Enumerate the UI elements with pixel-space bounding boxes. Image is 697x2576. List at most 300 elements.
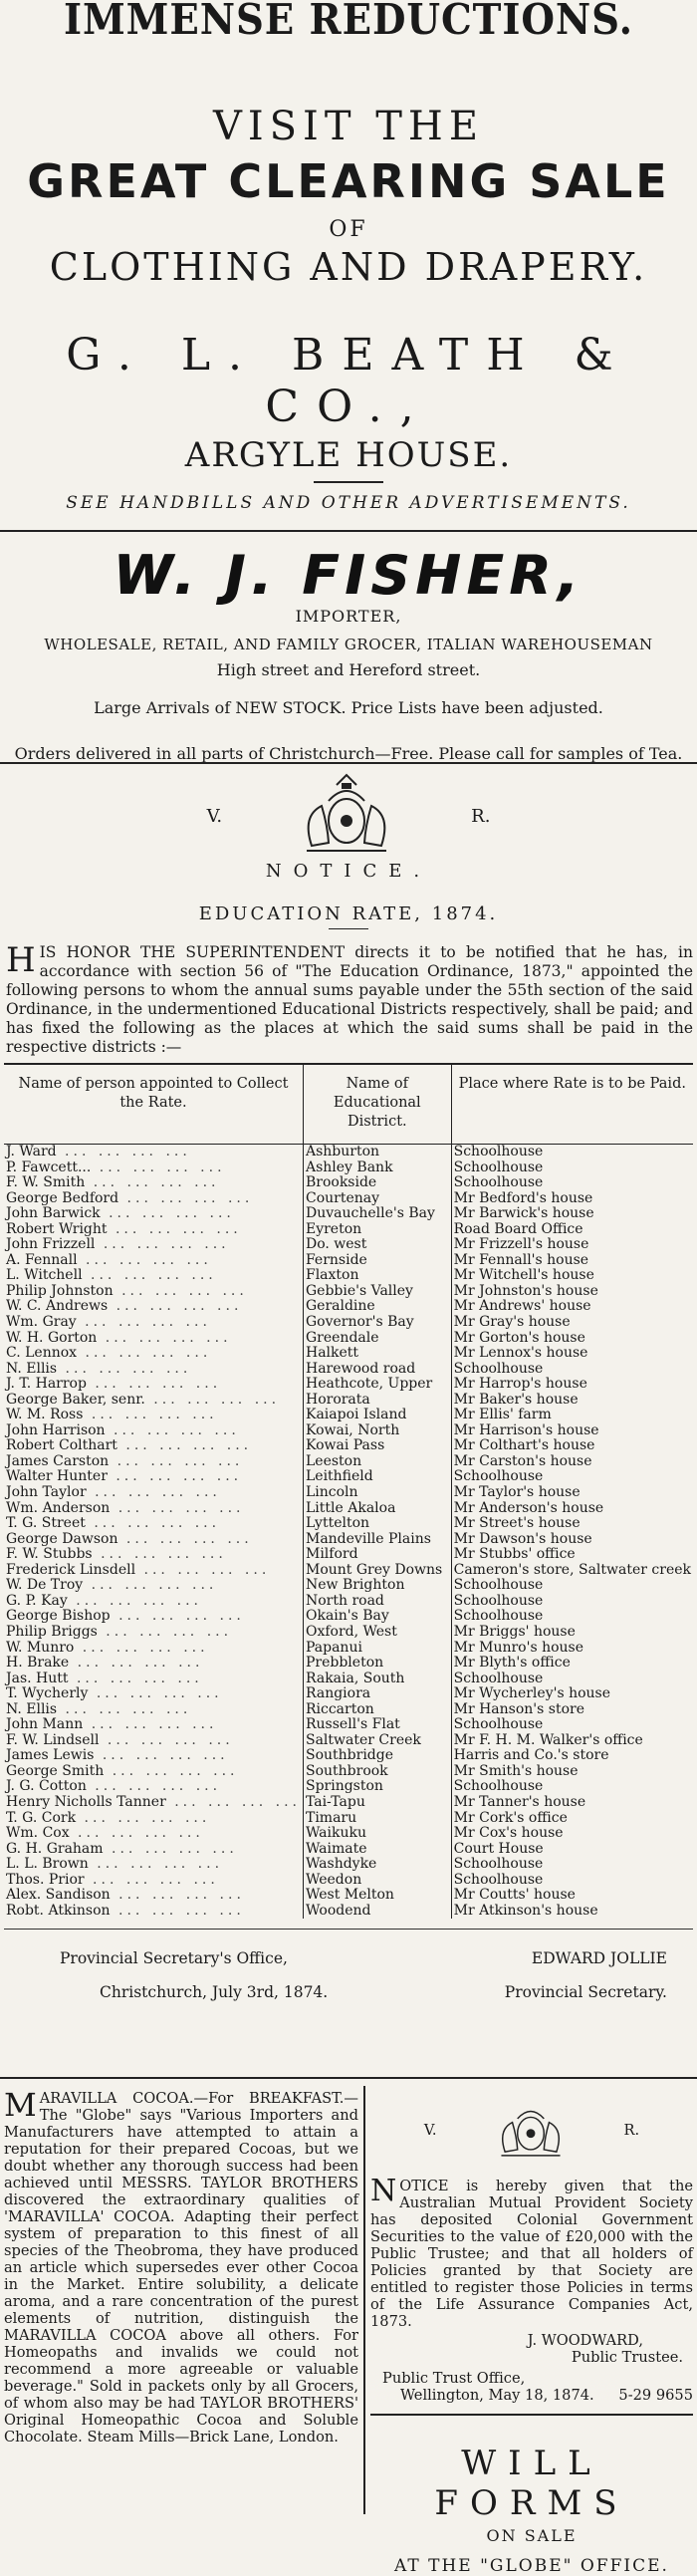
district-cell-text: Brookside bbox=[305, 1175, 377, 1191]
district-cell bbox=[303, 1672, 451, 1687]
place-cell-text: Cameron's store, Saltwater creek bbox=[453, 1562, 691, 1578]
leader-dots: ... ... ... ... bbox=[77, 1346, 212, 1362]
district-cell-text: Waikuku bbox=[305, 1826, 366, 1842]
leader-dots: ... ... ... ... bbox=[74, 1640, 209, 1656]
place-cell-text: Schoolhouse bbox=[453, 1578, 544, 1594]
firm-name: G. L. BEATH & CO., bbox=[66, 330, 631, 432]
place-cell bbox=[451, 1594, 693, 1610]
collector-cell bbox=[4, 1811, 303, 1827]
collector-cell-text: John Barwick bbox=[6, 1206, 101, 1222]
collector-cell-text: J. Ward bbox=[6, 1144, 57, 1159]
district-cell bbox=[303, 1454, 451, 1470]
leader-dots: ... ... ... ... bbox=[100, 1206, 235, 1222]
leader-dots: ... ... ... ... bbox=[113, 1283, 248, 1299]
divider-3 bbox=[0, 2077, 697, 2079]
collector-cell bbox=[4, 1873, 303, 1889]
place-cell bbox=[451, 1656, 693, 1672]
leader-dots: ... ... ... ... bbox=[69, 1656, 204, 1672]
district-cell-text: Eyreton bbox=[305, 1221, 362, 1237]
table-row bbox=[4, 1346, 693, 1362]
district-cell-text: Timaru bbox=[305, 1810, 357, 1826]
collector-cell bbox=[4, 1826, 303, 1842]
notice-paragraph bbox=[0, 940, 697, 1057]
orders-line: Orders delivered in all parts of Christchurch—Free. Please call for samples of Tea. bbox=[14, 744, 683, 763]
collector-cell bbox=[4, 1748, 303, 1764]
collector-cell bbox=[4, 1609, 303, 1625]
collector-cell bbox=[4, 1733, 303, 1749]
collector-cell bbox=[4, 1516, 303, 1532]
place-cell bbox=[451, 1779, 693, 1795]
district-cell-text: Washdyke bbox=[305, 1857, 377, 1873]
district-cell bbox=[303, 1253, 451, 1269]
collector-cell-text: F. W. Smith bbox=[6, 1175, 86, 1191]
royal-header bbox=[0, 771, 697, 861]
trustee-royal-header bbox=[370, 2090, 693, 2170]
place-cell bbox=[451, 1764, 693, 1780]
leader-dots: ... ... ... ... bbox=[56, 1144, 191, 1159]
collector-cell bbox=[4, 1206, 303, 1222]
collector-cell bbox=[4, 1888, 303, 1904]
place-cell bbox=[451, 1160, 693, 1176]
collector-cell-text: C. Lennox bbox=[6, 1346, 78, 1362]
leader-dots: ... ... ... ... bbox=[83, 1408, 218, 1423]
leader-dots: ... ... ... ... bbox=[85, 1175, 220, 1191]
table-row bbox=[4, 1145, 693, 1160]
place-cell-text: Schoolhouse bbox=[453, 1671, 544, 1686]
leader-dots: ... ... ... ... bbox=[57, 1361, 192, 1377]
fisher-name: W. J. FISHER, bbox=[113, 544, 584, 607]
table-row bbox=[4, 1237, 693, 1253]
place-cell-text: Mr F. H. M. Walker's office bbox=[453, 1732, 643, 1748]
place-cell-text: Schoolhouse bbox=[453, 1175, 544, 1191]
notice-body: IS HONOR THE SUPERINTENDENT directs it to be notified that he has, in accordance with section 56 of "The Education Ordinance, 1873," appointed the following persons to whom the annual sums payable under the 55th section of the said Ordinance, in the undermentioned Educational Districts respectively, shall be paid; and has fixed the following as the places at which the said sums shall be paid in the respective districts :— bbox=[6, 943, 693, 1056]
collector-cell bbox=[4, 1346, 303, 1362]
beath-advertisement bbox=[0, 0, 697, 538]
place-cell bbox=[451, 1377, 693, 1393]
table-row bbox=[4, 1222, 693, 1238]
district-cell-text: West Melton bbox=[305, 1888, 394, 1904]
collector-cell bbox=[4, 1779, 303, 1795]
place-cell-text: Schoolhouse bbox=[453, 1857, 544, 1873]
district-cell-text: Southbrook bbox=[305, 1763, 388, 1779]
district-cell-text: Halkett bbox=[305, 1346, 359, 1362]
collector-cell-text: L. L. Brown bbox=[6, 1857, 89, 1873]
place-cell-text: Mr Andrews' house bbox=[453, 1299, 591, 1315]
district-cell bbox=[303, 1516, 451, 1532]
trustee-signer-title: Public Trustee. bbox=[571, 2349, 683, 2366]
place-cell-text: Mr Gray's house bbox=[453, 1315, 571, 1331]
district-cell bbox=[303, 1748, 451, 1764]
place-cell-text: Mr Frizzell's house bbox=[453, 1237, 589, 1253]
collector-cell bbox=[4, 1656, 303, 1672]
trustee-signer: J. WOODWARD, bbox=[527, 2332, 643, 2349]
place-cell bbox=[451, 1857, 693, 1873]
v-letter-2: V. bbox=[423, 2121, 437, 2139]
place-cell-text: Mr Atkinson's house bbox=[453, 1903, 598, 1919]
district-cell bbox=[303, 1469, 451, 1485]
table-row bbox=[4, 1299, 693, 1315]
collector-cell bbox=[4, 1284, 303, 1300]
district-cell-text: Leithfield bbox=[305, 1469, 373, 1485]
collector-cell bbox=[4, 1702, 303, 1718]
place-cell-text: Mr Witchell's house bbox=[453, 1268, 594, 1284]
collector-cell bbox=[4, 1160, 303, 1176]
place-cell bbox=[451, 1485, 693, 1501]
collector-cell-text: John Taylor bbox=[6, 1485, 87, 1501]
place-cell bbox=[451, 1501, 693, 1517]
leader-dots: ... ... ... ... bbox=[88, 1857, 224, 1873]
place-cell bbox=[451, 1702, 693, 1718]
leader-dots: ... ... ... ... bbox=[86, 1485, 221, 1501]
place-cell bbox=[451, 1284, 693, 1300]
place-cell bbox=[451, 1609, 693, 1625]
place-cell-text: Mr Colthart's house bbox=[453, 1438, 595, 1454]
place-cell-text: Mr Barwick's house bbox=[453, 1206, 594, 1222]
leader-dots: ... ... ... ... bbox=[97, 1624, 233, 1640]
collector-cell bbox=[4, 1268, 303, 1284]
leader-dots: ... ... ... ... bbox=[97, 1330, 232, 1346]
place-cell bbox=[451, 1873, 693, 1889]
table-bottom-rule bbox=[4, 1929, 693, 1930]
leader-dots: ... ... ... ... bbox=[165, 1794, 301, 1810]
place-cell-text: Mr Anderson's house bbox=[453, 1500, 604, 1516]
collector-cell-text: W. Munro bbox=[6, 1640, 75, 1656]
place-cell-text: Schoolhouse bbox=[453, 1872, 544, 1888]
table-row bbox=[4, 1733, 693, 1749]
district-cell-text: Milford bbox=[305, 1547, 358, 1563]
table-row bbox=[4, 1563, 693, 1579]
place-cell-text: Mr Hanson's store bbox=[453, 1701, 585, 1717]
district-cell-text: Lincoln bbox=[305, 1485, 358, 1501]
collector-cell-text: Henry Nicholls Tanner bbox=[6, 1794, 166, 1810]
table-row bbox=[4, 1532, 693, 1548]
district-cell-text: Gebbie's Valley bbox=[305, 1283, 413, 1299]
collector-cell-text: J. T. Harrop bbox=[6, 1377, 87, 1393]
collector-cell-text: Wm. Gray bbox=[6, 1315, 77, 1331]
place-cell-text: Mr Cork's office bbox=[453, 1810, 568, 1826]
place-cell bbox=[451, 1686, 693, 1702]
trade-line: WHOLESALE, RETAIL, AND FAMILY GROCER, ITALIAN WAREHOUSEMAN bbox=[44, 636, 653, 653]
district-cell-text: North road bbox=[305, 1593, 384, 1609]
district-cell bbox=[303, 1299, 451, 1315]
notice-title: NOTICE. bbox=[265, 861, 432, 882]
table-row bbox=[4, 1206, 693, 1222]
collector-cell-text: Philip Johnston bbox=[6, 1283, 114, 1299]
place-cell-text: Mr Blyth's office bbox=[453, 1656, 571, 1672]
district-cell bbox=[303, 1826, 451, 1842]
leader-dots: ... ... ... ... bbox=[104, 1763, 239, 1779]
place-cell bbox=[451, 1253, 693, 1269]
place-cell-text: Schoolhouse bbox=[453, 1779, 544, 1795]
collector-cell-text: N. Ellis bbox=[6, 1701, 58, 1717]
place-cell-text: Mr Coutts' house bbox=[453, 1888, 576, 1904]
collector-cell-text: Alex. Sandison bbox=[6, 1888, 111, 1904]
collector-cell-text: G. H. Graham bbox=[6, 1841, 104, 1857]
place-cell-text: Schoolhouse bbox=[453, 1159, 544, 1175]
district-cell bbox=[303, 1160, 451, 1176]
district-cell bbox=[303, 1315, 451, 1331]
leader-dots: ... ... ... ... bbox=[77, 1252, 212, 1268]
district-cell-text: Rakaia, South bbox=[305, 1671, 405, 1686]
district-cell bbox=[303, 1873, 451, 1889]
district-cell-text: Tai-Tapu bbox=[305, 1794, 365, 1810]
collector-cell bbox=[4, 1438, 303, 1454]
clothing-and-drapery: CLOTHING AND DRAPERY. bbox=[49, 245, 648, 289]
collector-cell bbox=[4, 1686, 303, 1702]
collector-cell-text: John Mann bbox=[6, 1717, 84, 1733]
place-cell-text: Harris and Co.'s store bbox=[453, 1748, 609, 1764]
district-cell-text: Do. west bbox=[305, 1237, 367, 1253]
district-cell-text: Russell's Flat bbox=[305, 1717, 400, 1733]
place-cell bbox=[451, 1331, 693, 1347]
table-row bbox=[4, 1315, 693, 1331]
district-cell bbox=[303, 1656, 451, 1672]
district-cell-text: Rangiora bbox=[305, 1686, 371, 1702]
district-cell-text: Ashburton bbox=[305, 1144, 380, 1159]
district-cell bbox=[303, 1362, 451, 1378]
collector-cell-text: P. Fawcett... bbox=[6, 1159, 92, 1175]
place-cell bbox=[451, 1315, 693, 1331]
signatory-name: EDWARD JOLLIE bbox=[531, 1949, 667, 1968]
leader-dots: ... ... ... ... bbox=[91, 1159, 226, 1175]
maravilla-cocoa-ad bbox=[4, 2086, 358, 2446]
great-clearing-sale: GREAT CLEARING SALE bbox=[27, 154, 670, 208]
short-divider bbox=[314, 481, 383, 483]
collector-cell-text: Thos. Prior bbox=[6, 1872, 85, 1888]
place-cell-text: Road Board Office bbox=[453, 1221, 583, 1237]
collector-cell-text: L. Witchell bbox=[6, 1268, 83, 1284]
district-cell bbox=[303, 1904, 451, 1920]
place-cell bbox=[451, 1145, 693, 1160]
collector-cell bbox=[4, 1145, 303, 1160]
dropcap-m: M bbox=[4, 2086, 37, 2124]
divider-2 bbox=[0, 762, 697, 764]
district-cell bbox=[303, 1563, 451, 1579]
place-cell-text: Schoolhouse bbox=[453, 1717, 544, 1733]
place-cell bbox=[451, 1408, 693, 1423]
district-cell bbox=[303, 1609, 451, 1625]
dropcap-h: H bbox=[6, 940, 36, 980]
district-cell-text: Lyttelton bbox=[305, 1516, 370, 1532]
place-cell-text: Schoolhouse bbox=[453, 1361, 544, 1377]
leader-dots: ... ... ... ... bbox=[85, 1516, 221, 1532]
table-row bbox=[4, 1501, 693, 1517]
leader-dots: ... ... ... ... bbox=[144, 1392, 281, 1408]
signature-row-2 bbox=[0, 1981, 697, 2003]
district-cell bbox=[303, 1377, 451, 1393]
place-cell bbox=[451, 1206, 693, 1222]
table-row bbox=[4, 1609, 693, 1625]
district-cell-text: Riccarton bbox=[305, 1701, 374, 1717]
trustee-ref: 5-29 9655 bbox=[618, 2387, 693, 2404]
table-row bbox=[4, 1888, 693, 1904]
district-cell-text: Flaxton bbox=[305, 1268, 359, 1284]
district-cell bbox=[303, 1641, 451, 1657]
table-header-row bbox=[4, 1064, 693, 1145]
leader-dots: ... ... ... ... bbox=[110, 1903, 245, 1919]
will-forms-title: WILL FORMS bbox=[434, 2444, 629, 2523]
leader-dots: ... ... ... ... bbox=[109, 1453, 244, 1469]
leader-dots: ... ... ... ... bbox=[67, 1593, 202, 1609]
place-cell-text: Schoolhouse bbox=[453, 1609, 544, 1625]
collector-cell bbox=[4, 1795, 303, 1811]
collector-cell-text: T. Wycherly bbox=[6, 1686, 89, 1702]
place-cell-text: Mr Carston's house bbox=[453, 1453, 592, 1469]
leader-dots: ... ... ... ... bbox=[94, 1748, 229, 1764]
signature-row-1 bbox=[0, 1947, 697, 1969]
district-cell-text: Leeston bbox=[305, 1453, 362, 1469]
table-row bbox=[4, 1438, 693, 1454]
place-cell bbox=[451, 1826, 693, 1842]
collector-cell bbox=[4, 1717, 303, 1733]
collector-cell-text: J. G. Cotton bbox=[6, 1779, 87, 1795]
place-cell bbox=[451, 1563, 693, 1579]
royal-crest-icon bbox=[282, 771, 411, 861]
collector-cell bbox=[4, 1469, 303, 1485]
leader-dots: ... ... ... ... bbox=[76, 1315, 211, 1331]
district-cell-text: Southbridge bbox=[305, 1748, 394, 1764]
place-cell bbox=[451, 1625, 693, 1641]
collector-cell-text: James Carston bbox=[6, 1453, 110, 1469]
v-letter: V. bbox=[206, 805, 223, 827]
collector-cell-text: N. Ellis bbox=[6, 1361, 58, 1377]
table-row bbox=[4, 1764, 693, 1780]
place-cell-text: Mr Taylor's house bbox=[453, 1485, 581, 1501]
district-cell-text: Kaiapoi Island bbox=[305, 1408, 407, 1423]
collector-cell bbox=[4, 1393, 303, 1409]
place-cell bbox=[451, 1175, 693, 1191]
leader-dots: ... ... ... ... bbox=[95, 1237, 230, 1253]
column-separator bbox=[363, 2086, 365, 2514]
leader-dots: ... ... ... ... bbox=[107, 1221, 242, 1237]
place-cell bbox=[451, 1748, 693, 1764]
place-cell-text: Court House bbox=[453, 1841, 544, 1857]
district-cell bbox=[303, 1888, 451, 1904]
leader-dots: ... ... ... ... bbox=[69, 1826, 204, 1842]
place-cell-text: Schoolhouse bbox=[453, 1469, 544, 1485]
table-row bbox=[4, 1393, 693, 1409]
leader-dots: ... ... ... ... bbox=[118, 1190, 254, 1206]
leader-dots: ... ... ... ... bbox=[76, 1810, 211, 1826]
header-place: Place where Rate is to be Paid. bbox=[451, 1064, 693, 1145]
collector-cell-text: Robert Wright bbox=[6, 1221, 108, 1237]
table-row bbox=[4, 1454, 693, 1470]
table-row bbox=[4, 1625, 693, 1641]
table-row bbox=[4, 1857, 693, 1873]
district-cell-text: Courtenay bbox=[305, 1190, 380, 1206]
place-cell bbox=[451, 1842, 693, 1858]
dropcap-n: N bbox=[370, 2174, 397, 2208]
district-cell bbox=[303, 1594, 451, 1610]
collector-cell bbox=[4, 1408, 303, 1423]
district-cell bbox=[303, 1423, 451, 1439]
collector-cell bbox=[4, 1175, 303, 1191]
district-cell bbox=[303, 1175, 451, 1191]
table-row bbox=[4, 1423, 693, 1439]
divider-1 bbox=[0, 530, 697, 532]
place-cell bbox=[451, 1516, 693, 1532]
collector-cell bbox=[4, 1501, 303, 1517]
leader-dots: ... ... ... ... bbox=[92, 1547, 227, 1563]
collector-cell bbox=[4, 1563, 303, 1579]
table-row bbox=[4, 1748, 693, 1764]
importer: IMPORTER, bbox=[295, 607, 402, 626]
collector-cell-text: T. G. Cork bbox=[6, 1810, 77, 1826]
district-cell-text: Papanui bbox=[305, 1640, 362, 1656]
leader-dots: ... ... ... ... bbox=[110, 1888, 245, 1904]
district-cell bbox=[303, 1764, 451, 1780]
place-cell bbox=[451, 1268, 693, 1284]
table-row bbox=[4, 1191, 693, 1207]
district-cell-text: Greendale bbox=[305, 1330, 379, 1346]
table-row bbox=[4, 1702, 693, 1718]
collector-cell bbox=[4, 1594, 303, 1610]
table-row bbox=[4, 1873, 693, 1889]
table-row bbox=[4, 1160, 693, 1176]
district-cell bbox=[303, 1438, 451, 1454]
collector-cell bbox=[4, 1641, 303, 1657]
table-row bbox=[4, 1779, 693, 1795]
district-cell-text: Ashley Bank bbox=[305, 1159, 393, 1175]
place-cell-text: Mr Fennall's house bbox=[453, 1252, 589, 1268]
place-cell bbox=[451, 1454, 693, 1470]
collector-cell bbox=[4, 1454, 303, 1470]
district-cell-text: Prebbleton bbox=[305, 1656, 384, 1672]
collector-cell bbox=[4, 1222, 303, 1238]
collector-cell bbox=[4, 1377, 303, 1393]
district-cell bbox=[303, 1733, 451, 1749]
district-cell bbox=[303, 1578, 451, 1594]
table-row bbox=[4, 1641, 693, 1657]
district-cell-text: Kowai, North bbox=[305, 1422, 400, 1438]
place-cell bbox=[451, 1222, 693, 1238]
table-row bbox=[4, 1795, 693, 1811]
place-cell bbox=[451, 1469, 693, 1485]
collector-cell-text: W. De Troy bbox=[6, 1578, 84, 1594]
table-row bbox=[4, 1268, 693, 1284]
place-cell-text: Mr Street's house bbox=[453, 1516, 581, 1532]
leader-dots: ... ... ... ... bbox=[68, 1671, 203, 1686]
collector-cell-text: Jas. Hutt bbox=[6, 1671, 69, 1686]
collector-cell-text: Robt. Atkinson bbox=[6, 1903, 111, 1919]
collector-cell-text: A. Fennall bbox=[6, 1252, 78, 1268]
leader-dots: ... ... ... ... bbox=[86, 1377, 222, 1393]
place-cell-text: Mr Stubbs' office bbox=[453, 1547, 576, 1563]
place-cell bbox=[451, 1888, 693, 1904]
collector-cell bbox=[4, 1423, 303, 1439]
leader-dots: ... ... ... ... bbox=[110, 1609, 245, 1625]
collector-cell-text: W. C. Andrews bbox=[6, 1299, 109, 1315]
collector-cell-text: Frederick Linsdell bbox=[6, 1562, 136, 1578]
district-cell bbox=[303, 1532, 451, 1548]
table-row bbox=[4, 1485, 693, 1501]
district-cell bbox=[303, 1501, 451, 1517]
district-cell bbox=[303, 1717, 451, 1733]
district-cell bbox=[303, 1795, 451, 1811]
collector-cell-text: F. W. Lindsell bbox=[6, 1732, 100, 1748]
collector-cell bbox=[4, 1315, 303, 1331]
leader-dots: ... ... ... ... bbox=[108, 1299, 243, 1315]
rate-collectors-table bbox=[4, 1063, 693, 1919]
district-cell-text: Springston bbox=[305, 1779, 383, 1795]
district-cell bbox=[303, 1686, 451, 1702]
short-divider-2 bbox=[329, 928, 368, 929]
district-cell bbox=[303, 1811, 451, 1827]
table-row bbox=[4, 1594, 693, 1610]
collector-cell bbox=[4, 1547, 303, 1563]
table-body bbox=[4, 1145, 693, 1920]
collector-cell-text: Walter Hunter bbox=[6, 1469, 108, 1485]
